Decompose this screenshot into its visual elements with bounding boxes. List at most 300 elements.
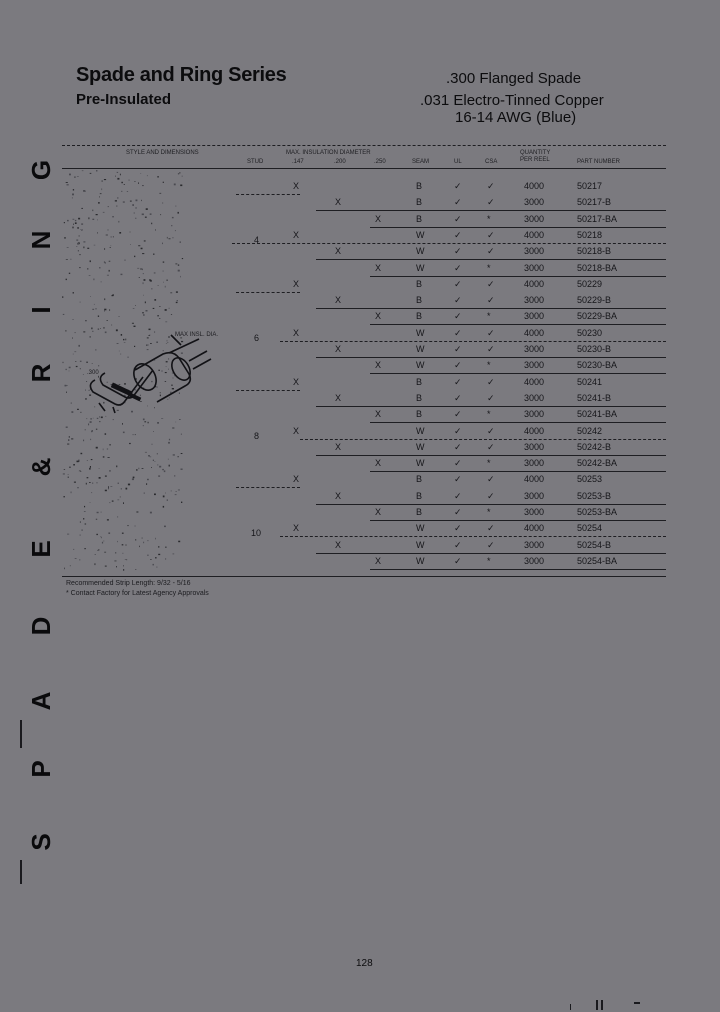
cell-diameter-200: X [335,295,342,305]
speckle-dot [105,476,107,477]
speckle-dot [155,557,157,558]
speckle-dot [168,459,169,460]
speckle-dot [68,439,69,441]
speckle-dot [107,275,109,276]
cell-csa-certified: ✓ [487,328,495,338]
speckle-dot [147,555,149,556]
speckle-dot [78,250,79,251]
speckle-dot [104,552,106,553]
speckle-dot [70,565,71,566]
table-row-rule [316,308,666,309]
speckle-dot [76,246,77,247]
cell-ul-listed: ✓ [454,328,462,338]
speckle-dot [94,245,96,246]
cell-seam: W [416,328,425,338]
speckle-dot [143,282,144,284]
speckle-dot [69,273,70,274]
cell-quantity: 3000 [524,393,545,403]
cell-diameter-200: X [335,344,342,354]
table-row-rule [370,276,666,277]
cell-ul-listed: ✓ [454,377,462,387]
speckle-dot [130,201,132,202]
speckle-dot [96,519,97,520]
table-row-rule [316,504,666,505]
cell-quantity: 4000 [524,230,545,240]
cell-csa-certified: * [487,214,491,224]
speckle-dot [165,286,166,288]
spec-terminal-type: .300 Flanged Spade [446,70,582,87]
cell-part-number: 50254 [577,523,603,533]
speckle-dot [116,466,117,468]
cell-diameter-200: X [335,491,342,501]
speckle-dot [108,488,109,490]
cell-diameter-147: X [293,523,300,533]
speckle-dot [73,219,75,220]
speckle-dot [141,173,142,174]
speckle-dot [129,180,130,181]
speckle-dot [135,305,136,306]
speckle-dot [96,170,97,172]
speckle-dot [76,366,78,367]
speckle-dot [83,241,85,242]
speckle-dot [122,533,124,534]
speckle-dot [69,367,71,369]
note-strip-length: Recommended Strip Length: 9/32 - 5/16 [66,580,191,587]
speckle-dot [90,296,91,297]
cell-seam: W [416,344,425,354]
cell-quantity: 4000 [524,426,545,436]
speckle-dot [71,411,73,413]
speckle-dot [80,470,81,471]
speckle-dot [127,191,128,192]
speckle-dot [144,421,146,422]
cell-csa-certified: ✓ [487,474,495,484]
cell-ul-listed: ✓ [454,344,462,354]
cell-csa-certified: * [487,458,491,468]
speckle-dot [151,467,152,468]
speckle-dot [142,468,144,469]
cell-seam: B [416,474,423,484]
side-banner-letter: S [26,833,56,851]
speckle-dot [143,542,144,544]
side-banner-letter: I [26,306,56,314]
cell-csa-certified: ✓ [487,344,495,354]
cell-diameter-200: X [335,540,342,550]
speckle-dot [117,172,118,173]
speckle-dot [109,502,110,503]
cell-seam: W [416,246,425,256]
speckle-dot [126,488,128,490]
cell-csa-certified: * [487,360,491,370]
table-row-rule [300,439,666,440]
side-banner-letter: P [26,760,56,778]
cell-csa-certified: * [487,556,491,566]
speckle-dot [80,302,81,303]
speckle-dot [80,521,81,522]
speckle-dot [117,197,118,198]
speckle-dot [77,487,79,488]
cell-quantity: 3000 [524,507,545,517]
cell-stud-size: 6 [254,333,260,343]
speckle-dot [134,181,136,182]
speckle-dot [73,292,74,293]
speckle-dot [125,559,126,560]
speckle-dot [132,478,134,480]
speckle-dot [101,282,102,283]
speckle-dot [85,320,87,321]
speckle-dot [80,534,81,535]
speckle-dot [97,512,99,513]
speckle-dot [142,538,143,539]
header-quantity: QUANTITY PER REEL [520,150,551,163]
speckle-dot [121,182,123,183]
table-row-rule [316,210,666,211]
speckle-dot [157,422,159,424]
speckle-dot [138,245,140,246]
speckle-dot [90,439,91,440]
speckle-dot [182,176,183,177]
speckle-dot [75,361,76,362]
speckle-dot [147,479,149,480]
speckle-dot [118,483,119,484]
cell-part-number: 50229 [577,279,603,289]
speckle-dot [99,468,100,469]
cell-seam: W [416,263,425,273]
speckle-dot [163,203,164,204]
cell-diameter-250: X [375,360,382,370]
speckle-dot [81,223,83,224]
table-row-rule [232,243,666,244]
speckle-dot [73,224,74,226]
speckle-dot [99,421,100,422]
speckle-dot [90,466,91,468]
cell-seam: W [416,442,425,452]
speckle-dot [154,272,156,273]
speckle-dot [67,534,69,535]
speckle-dot [136,512,138,513]
spec-material: .031 Electro-Tinned Copper [420,92,604,109]
header-diameter-250: .250 [374,159,386,165]
speckle-dot [101,512,102,513]
speckle-dot [81,230,82,231]
speckle-dot [160,214,161,215]
speckle-dot [115,552,116,553]
speckle-dot [178,490,180,491]
margin-mark [596,1000,598,1010]
speckle-dot [69,174,71,176]
speckle-dot [176,291,178,292]
speckle-dot [110,486,112,487]
speckle-dot [112,216,114,217]
speckle-dot [153,431,154,432]
speckle-dot [148,422,149,424]
speckle-dot [130,232,131,233]
speckle-dot [64,469,65,470]
cell-csa-certified: ✓ [487,181,495,191]
cell-quantity: 3000 [524,556,545,566]
speckle-dot [151,444,152,445]
cell-quantity: 3000 [524,263,545,273]
speckle-dot [170,293,172,294]
speckle-dot [68,474,69,475]
speckle-dot [108,532,110,534]
cell-quantity: 3000 [524,409,545,419]
speckle-dot [112,294,114,295]
speckle-dot [87,268,88,269]
cell-diameter-250: X [375,507,382,517]
speckle-dot [135,539,136,540]
speckle-dot [64,568,65,570]
speckle-dot [173,237,174,238]
speckle-dot [142,312,143,313]
speckle-dot [83,518,84,519]
speckle-dot [128,525,129,526]
header-style: STYLE AND DIMENSIONS [126,150,199,156]
speckle-dot [117,516,118,517]
speckle-dot [137,268,139,269]
speckle-dot [143,273,144,274]
speckle-dot [142,214,144,216]
speckle-dot [90,502,91,503]
speckle-dot [66,369,67,370]
speckle-dot [135,207,136,208]
speckle-dot [109,444,111,445]
cell-seam: B [416,197,423,207]
speckle-dot [178,270,180,272]
speckle-dot [132,434,133,435]
speckle-dot [178,265,179,266]
table-header-rule [62,168,666,169]
cell-part-number: 50242-BA [577,458,618,468]
speckle-dot [107,449,108,450]
page-subtitle: Pre-Insulated [76,91,172,108]
cell-diameter-200: X [335,197,342,207]
cell-seam: B [416,214,423,224]
speckle-dot [84,548,85,549]
speckle-dot [75,558,77,559]
speckle-dot [146,483,147,485]
cell-ul-listed: ✓ [454,279,462,289]
cell-quantity: 3000 [524,360,545,370]
speckle-dot [159,466,161,468]
cell-diameter-147: X [293,474,300,484]
speckle-dot [116,206,117,207]
cell-part-number: 50253-BA [577,507,618,517]
speckle-dot [167,499,168,501]
cell-part-number: 50218-B [577,246,612,256]
cell-part-number: 50218 [577,230,603,240]
cell-csa-certified: ✓ [487,523,495,533]
speckle-dot [146,208,148,210]
cell-part-number: 50253 [577,474,603,484]
speckle-dot [126,544,127,546]
speckle-dot [123,201,125,202]
speckle-dot [66,385,68,386]
speckle-dot [123,553,124,554]
cell-part-number: 50217-BA [577,214,618,224]
speckle-dot [104,261,105,262]
speckle-dot [74,351,76,352]
speckle-dot [96,534,98,535]
cell-part-number: 50230 [577,328,603,338]
speckle-dot [135,526,136,527]
speckle-dot [69,371,70,372]
speckle-dot [97,220,98,221]
cell-stud-size: 8 [254,431,260,441]
speckle-dot [77,409,79,410]
speckle-dot [64,222,65,223]
speckle-dot [67,444,69,445]
speckle-dot [104,309,106,311]
speckle-dot [71,492,72,494]
header-diameter-200: .200 [334,159,346,165]
speckle-dot [109,270,110,272]
cell-diameter-147: X [293,230,300,240]
speckle-dot [117,541,118,542]
speckle-dot [67,247,69,248]
speckle-dot [75,222,77,224]
cell-seam: W [416,540,425,550]
speckle-dot [158,464,159,465]
header-seam: SEAM [412,159,430,165]
speckle-dot [72,337,73,338]
speckle-dot [146,310,148,312]
speckle-dot [71,438,73,439]
speckle-dot [169,308,170,309]
cell-diameter-200: X [335,393,342,403]
speckle-dot [153,564,154,566]
cell-diameter-250: X [375,263,382,273]
table-row-rule [236,194,300,195]
margin-mark [20,860,22,884]
header-max-insulation: MAX. INSULATION DIAMETER [286,150,371,156]
speckle-dot [64,237,65,239]
speckle-dot [92,309,94,310]
cell-seam: W [416,426,425,436]
speckle-dot [141,200,142,201]
speckle-dot [169,465,170,467]
speckle-dot [95,554,96,555]
speckle-dot [80,229,81,230]
cell-csa-certified: ✓ [487,540,495,550]
cell-part-number: 50217-B [577,197,612,207]
speckle-dot [103,212,105,213]
table-row-rule [370,324,666,325]
speckle-dot [174,475,175,476]
speckle-dot [134,212,135,214]
table-row-rule [316,357,666,358]
cell-quantity: 3000 [524,214,545,224]
speckle-dot [143,314,145,316]
cell-part-number: 50241 [577,377,603,387]
speckle-dot [139,277,140,278]
drawing-label-width: .300 [87,370,99,376]
speckle-dot [129,443,131,444]
table-row-rule [236,390,300,391]
speckle-dot [79,267,80,268]
speckle-dot [71,403,72,404]
cell-ul-listed: ✓ [454,246,462,256]
cell-csa-certified: ✓ [487,246,495,256]
cell-diameter-200: X [335,246,342,256]
speckle-dot [109,470,111,471]
speckle-dot [169,439,170,441]
speckle-dot [163,496,165,498]
speckle-dot [79,235,80,236]
speckle-dot [86,483,87,485]
speckle-dot [110,246,111,247]
speckle-dot [178,541,180,543]
cell-ul-listed: ✓ [454,295,462,305]
cell-quantity: 3000 [524,197,545,207]
speckle-dot [96,308,97,310]
speckle-dot [73,549,74,550]
spade-terminal-drawing [85,325,219,420]
cell-part-number: 50242-B [577,442,612,452]
speckle-dot [77,227,79,228]
speckle-dot [181,502,182,503]
side-banner-letter: & [26,457,56,477]
speckle-dot [66,182,68,183]
speckle-dot [123,569,124,571]
cell-diameter-250: X [375,311,382,321]
speckle-dot [122,423,123,425]
speckle-dot [95,563,96,565]
speckle-dot [178,456,179,457]
cell-seam: B [416,311,423,321]
table-row-rule [370,373,666,374]
cell-part-number: 50254-B [577,540,612,550]
table-row-rule [280,536,666,537]
header-diameter-147: .147 [292,159,304,165]
speckle-dot [102,181,103,182]
speckle-dot [174,184,176,186]
table-row-rule [316,406,666,407]
cell-ul-listed: ✓ [454,426,462,436]
speckle-dot [63,314,65,315]
speckle-dot [62,362,63,363]
speckle-dot [153,460,154,461]
speckle-dot [145,452,147,453]
speckle-dot [101,188,102,190]
cell-seam: B [416,409,423,419]
speckle-dot [85,524,87,525]
cell-part-number: 50229-BA [577,311,618,321]
speckle-dot [164,470,166,472]
speckle-dot [126,559,127,560]
speckle-dot [93,279,94,281]
speckle-dot [74,482,76,483]
speckle-dot [76,240,78,241]
speckle-dot [153,308,155,309]
speckle-dot [81,208,83,209]
speckle-dot [138,468,139,470]
cell-diameter-250: X [375,458,382,468]
speckle-dot [73,354,74,355]
speckle-dot [90,173,92,174]
cell-ul-listed: ✓ [454,214,462,224]
speckle-dot [97,550,99,551]
speckle-dot [133,308,135,309]
speckle-dot [99,477,101,479]
speckle-dot [157,567,158,568]
speckle-dot [138,182,139,184]
cell-ul-listed: ✓ [454,230,462,240]
cell-ul-listed: ✓ [454,409,462,419]
speckle-dot [72,227,73,229]
speckle-dot [108,206,109,207]
cell-ul-listed: ✓ [454,442,462,452]
